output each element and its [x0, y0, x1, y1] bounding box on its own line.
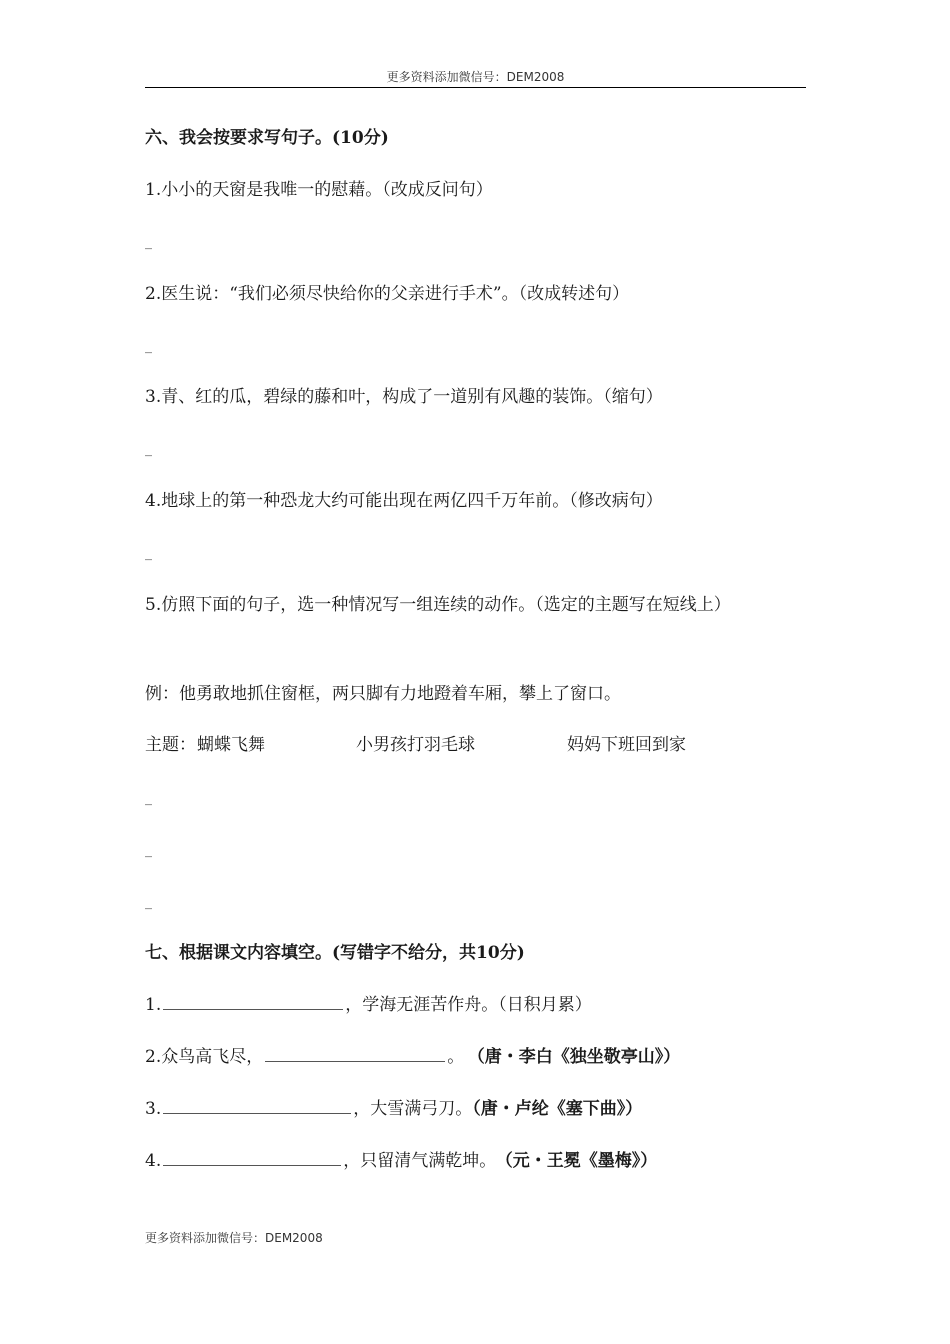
answer-line-5b[interactable]: _ [145, 842, 152, 858]
themes-label: 主题： [145, 735, 196, 755]
fill-item-4-text: ，只留清气满乾坤。 [343, 1151, 497, 1171]
fill-item-1-num: 1. [145, 995, 162, 1015]
answer-line-2[interactable]: _ [145, 338, 152, 354]
question-5: 5.仿照下面的句子，选一种情况写一组连续的动作。（选定的主题写在短线上） [145, 595, 731, 615]
question-2: 2.医生说：“我们必须尽快给你的父亲进行手术”。（改成转述句） [145, 284, 630, 304]
fill-item-2-text: 。 [447, 1047, 465, 1067]
fill-blank-4[interactable] [163, 1149, 341, 1166]
fill-item-1-text: ，学海无涯苦作舟。（日积月累） [345, 995, 592, 1015]
fill-item-3 [145, 1097, 642, 1120]
fill-item-3-num: 3. [145, 1099, 162, 1119]
fill-item-4 [145, 1149, 657, 1172]
theme-mom-home: 妈妈下班回到家 [567, 735, 686, 755]
question-1: 1.小小的天窗是我唯一的慰藉。（改成反问句） [145, 180, 493, 200]
page-footer: 更多资料添加微信号：DEM2008 [145, 1231, 323, 1245]
fill-item-1 [145, 993, 592, 1016]
answer-line-5a[interactable]: _ [145, 790, 152, 806]
fill-item-2 [145, 1045, 680, 1068]
fill-item-2-source: （唐・李白《独坐敬亭山》） [476, 1047, 681, 1067]
fill-blank-2[interactable] [265, 1045, 445, 1062]
fill-blank-1[interactable] [163, 993, 343, 1010]
example-sentence: 例：他勇敢地抓住窗框，两只脚有力地蹬着车厢，攀上了窗口。 [145, 684, 621, 704]
section-six-title: 六、我会按要求写句子。(10分) [145, 128, 389, 148]
answer-line-4[interactable]: _ [145, 545, 152, 561]
answer-line-5c[interactable]: _ [145, 894, 152, 910]
theme-butterfly: 蝴蝶飞舞 [197, 735, 265, 755]
question-3: 3.青、红的瓜，碧绿的藤和叶，构成了一道别有风趣的装饰。（缩句） [145, 387, 663, 407]
header-divider [145, 87, 806, 88]
fill-item-4-num: 4. [145, 1151, 162, 1171]
fill-item-3-text: ，大雪满弓刀。 [353, 1099, 473, 1119]
fill-item-3-source: （唐・卢纶《塞下曲》） [472, 1099, 643, 1119]
section-seven-title: 七、根据课文内容填空。(写错字不给分，共10分) [145, 943, 525, 963]
fill-blank-3[interactable] [163, 1097, 351, 1114]
answer-line-3[interactable]: _ [145, 441, 152, 457]
fill-item-2-num: 2.众鸟高飞尽， [145, 1047, 264, 1067]
fill-item-4-source: （元・王冕《墨梅》） [504, 1151, 658, 1171]
question-4: 4.地球上的第一种恐龙大约可能出现在两亿四千万年前。（修改病句） [145, 491, 663, 511]
answer-line-1[interactable]: _ [145, 234, 152, 250]
theme-badminton: 小男孩打羽毛球 [356, 735, 475, 755]
page-header: 更多资料添加微信号：DEM2008 [386, 70, 565, 84]
